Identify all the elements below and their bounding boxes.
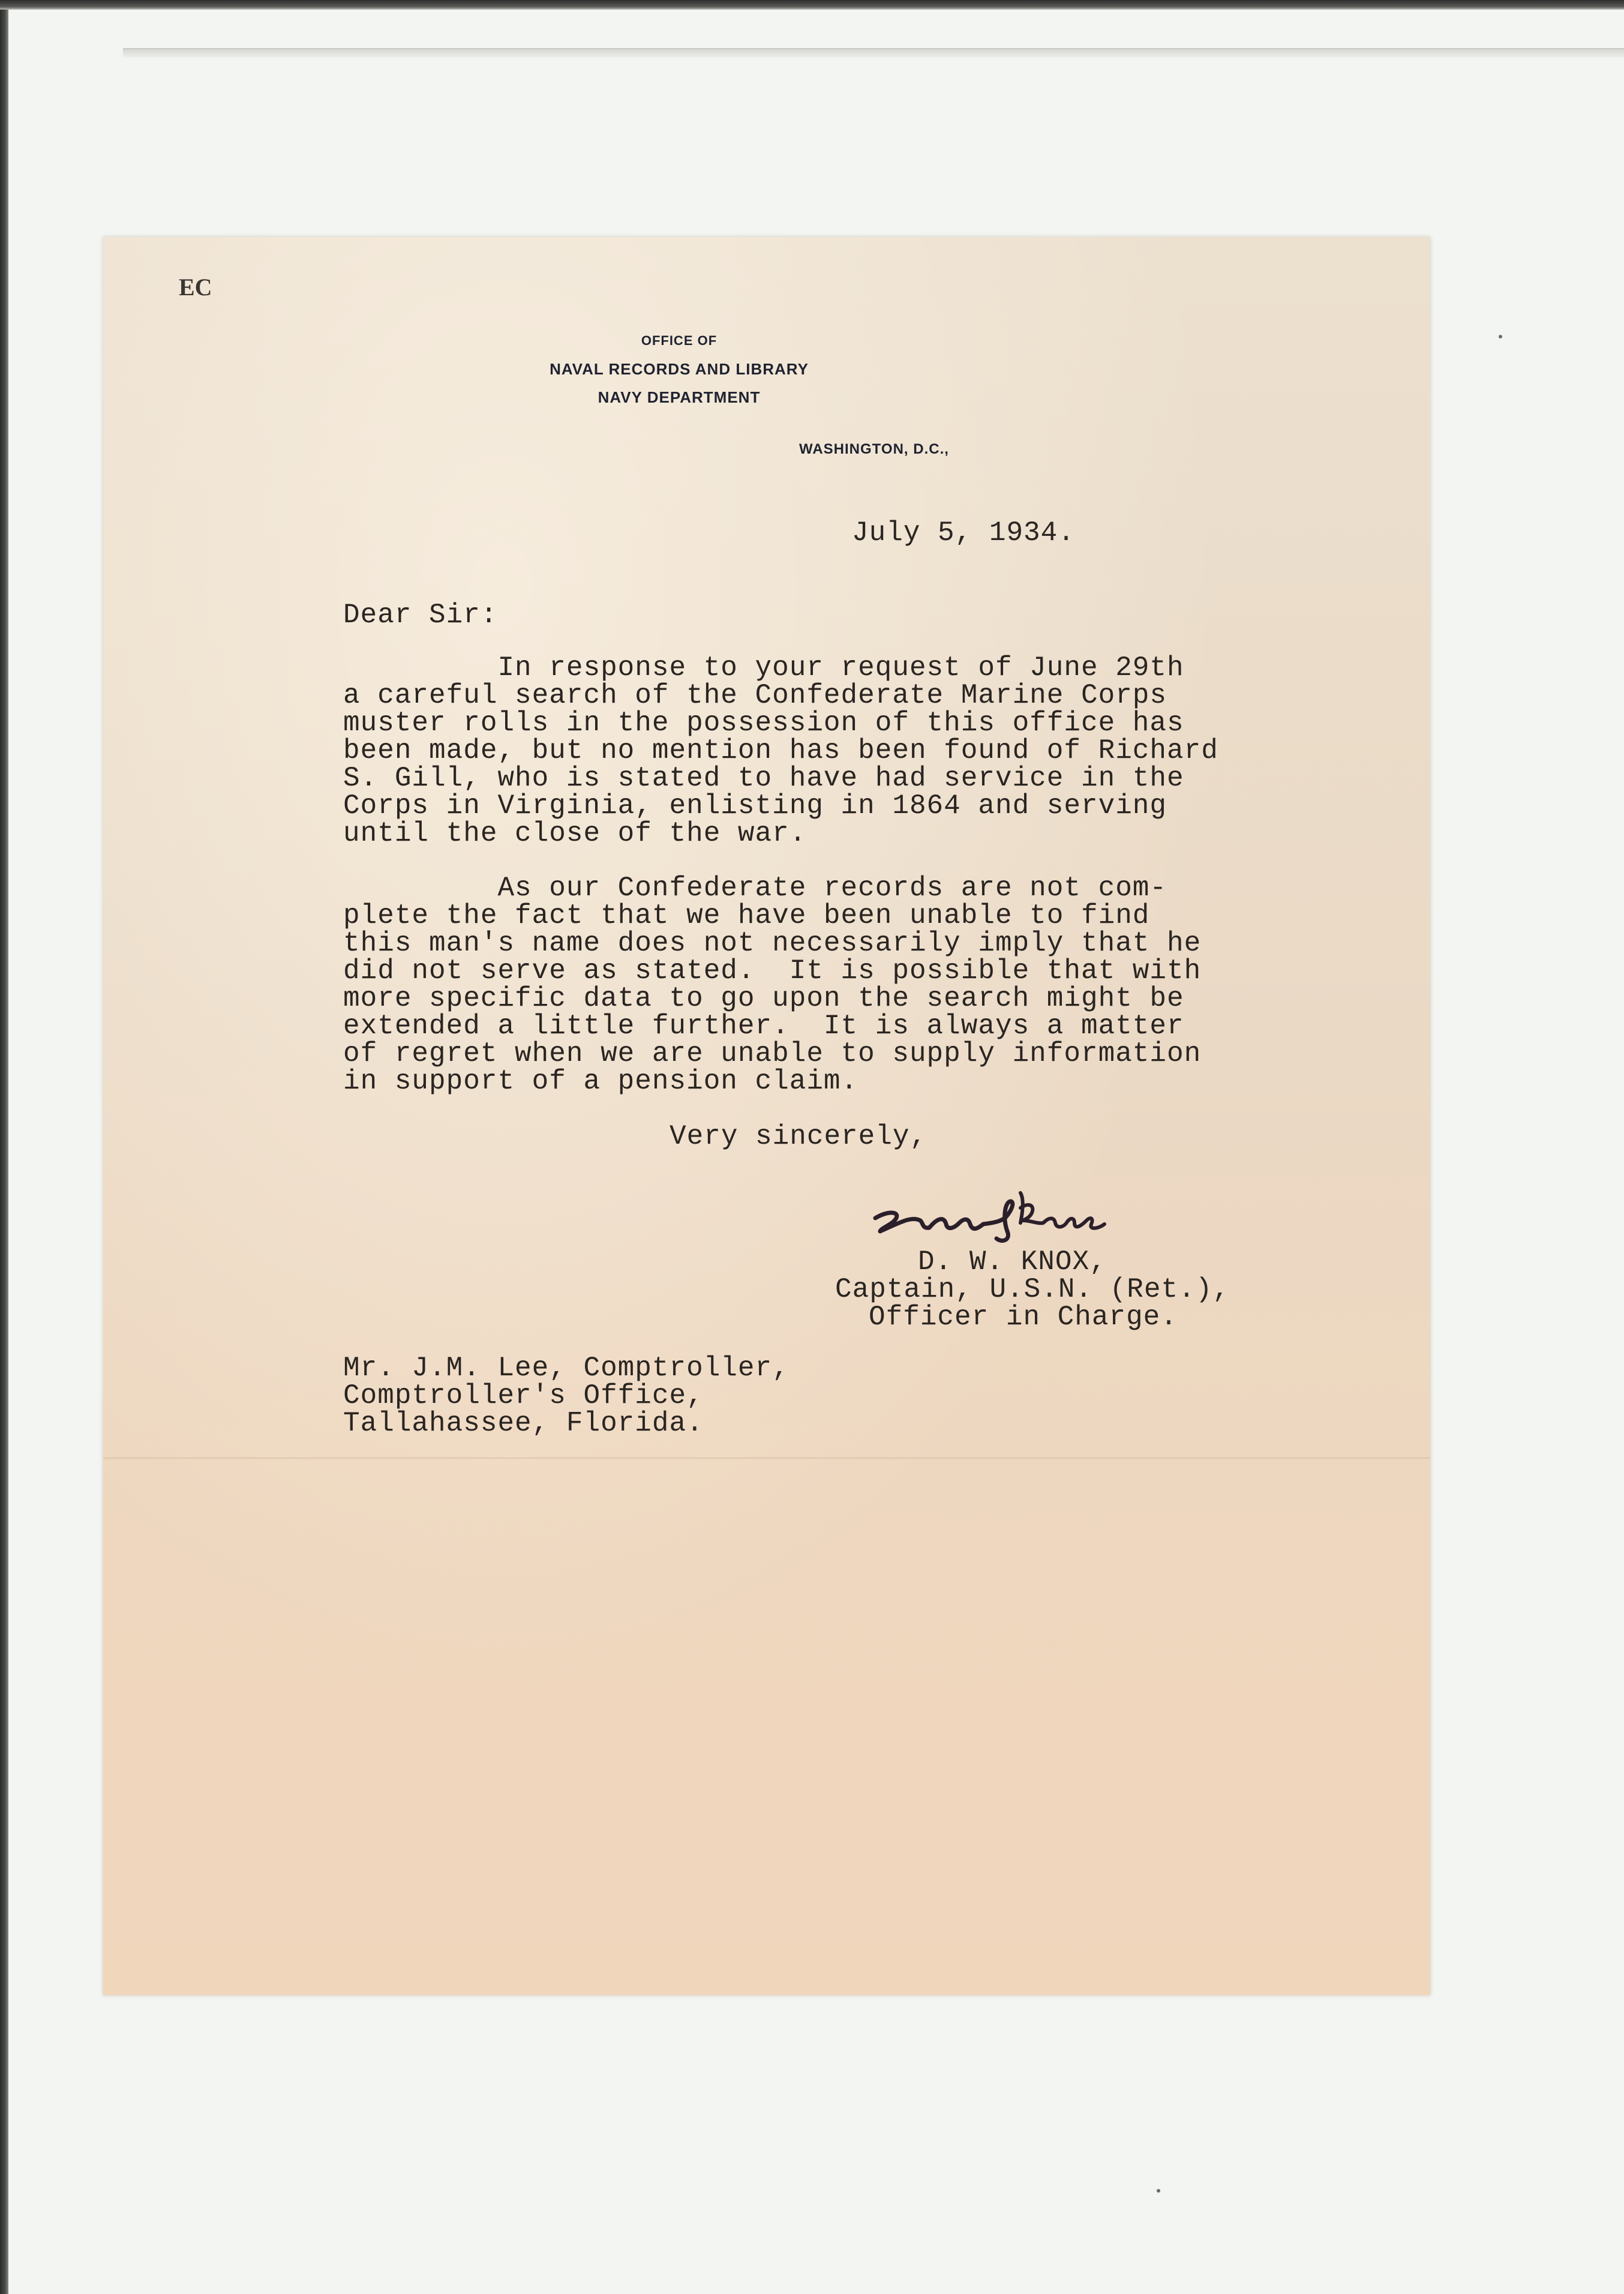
salutation: Dear Sir: bbox=[343, 599, 498, 631]
letter-date: July 5, 1934. bbox=[852, 517, 1075, 548]
body-line: a careful search of the Confederate Marine Corps bbox=[343, 680, 1167, 711]
body-line: muster rolls in the possession of this office has bbox=[343, 707, 1184, 739]
backing-sheet-edge bbox=[123, 48, 1624, 58]
body-line: Corps in Virginia, enlisting in 1864 and serving bbox=[343, 790, 1167, 821]
signer-role: Officer in Charge. bbox=[869, 1302, 1178, 1333]
scan-speck bbox=[1157, 2189, 1160, 2193]
body-line: extended a little further. It is always a matter bbox=[343, 1010, 1184, 1042]
signer-name: D. W. KNOX, bbox=[918, 1246, 1107, 1278]
body-line: until the close of the war. bbox=[343, 818, 807, 849]
body-line: In response to your request of June 29th bbox=[343, 652, 1184, 683]
recipient-line: Comptroller's Office, bbox=[343, 1380, 704, 1411]
body-line: As our Confederate records are not com- bbox=[343, 872, 1167, 904]
closing: Very sincerely, bbox=[670, 1121, 927, 1152]
scan-speck bbox=[1499, 335, 1502, 338]
body-line: more specific data to go upon the search might be bbox=[343, 983, 1184, 1014]
scan-top-edge bbox=[0, 0, 1624, 10]
body-line: did not serve as stated. It is possible that with bbox=[343, 955, 1202, 986]
body-line: this man's name does not necessarily imply that he bbox=[343, 928, 1202, 959]
file-mark: EC bbox=[179, 274, 212, 301]
letter-page bbox=[103, 237, 1430, 1995]
body-line: plete the fact that we have been unable to find bbox=[343, 900, 1150, 931]
body-line: of regret when we are unable to supply information bbox=[343, 1038, 1202, 1069]
handwritten-signature bbox=[863, 1181, 1223, 1253]
scan-binding-edge bbox=[0, 0, 8, 2294]
paper-fold bbox=[103, 1457, 1430, 1459]
body-line: been made, but no mention has been found of Richard bbox=[343, 735, 1218, 766]
body-line: in support of a pension claim. bbox=[343, 1066, 858, 1097]
letterhead-naval-records: NAVAL RECORDS AND LIBRARY bbox=[550, 360, 809, 378]
letterhead-city: WASHINGTON, D.C., bbox=[799, 441, 949, 457]
letterhead-office-of: OFFICE OF bbox=[641, 333, 718, 348]
recipient-line: Tallahassee, Florida. bbox=[343, 1408, 704, 1439]
recipient-line: Mr. J.M. Lee, Comptroller, bbox=[343, 1353, 790, 1384]
body-line: S. Gill, who is stated to have had service in the bbox=[343, 763, 1184, 794]
signer-title: Captain, U.S.N. (Ret.), bbox=[835, 1274, 1230, 1305]
letterhead-navy-department: NAVY DEPARTMENT bbox=[598, 388, 761, 406]
